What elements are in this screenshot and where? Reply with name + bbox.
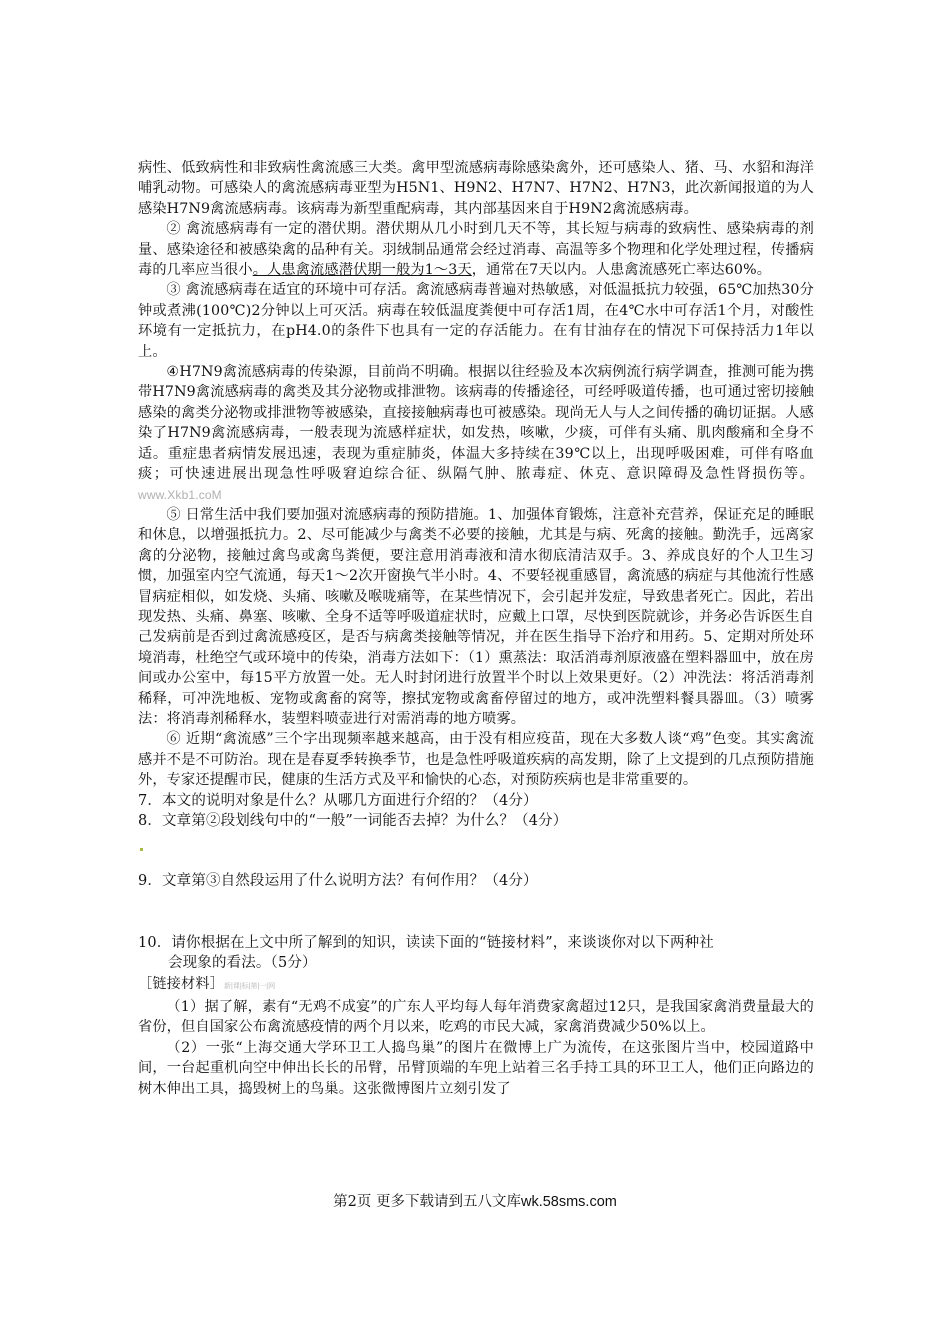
question-10-line-1: 10．请你根据在上文中所了解到的知识，读读下面的“链接材料”，来谈谈你对以下两种社 xyxy=(138,934,714,951)
paragraph-2-text-a: ② 禽流感病毒有一定的潜伏期。潜伏期从几小时到几天不等，其长短与病毒的致病性、感染病毒的剂量、感染途径和被感染禽的品种有关。羽绒制品通常会经过消毒、高温等多个物理和化学处理过程，传播病毒的几率应当很小 xyxy=(138,221,814,279)
watermark-text: www.Xkb1.coM xyxy=(138,487,222,502)
question-9: 9．文章第③自然段运用了什么说明方法？有何作用？（4分） xyxy=(138,873,538,890)
paragraph-4 xyxy=(138,362,814,505)
link-material-1: （1）据了解，素有“无鸡不成宴”的广东人平均每人每年消费家禽超过12只，是我国家禽消费量最大的省份，但自国家公布禽流感疫情的两个月以来，吃鸡的市民大减，家禽消费减少50%以上。 xyxy=(138,999,814,1036)
footer-text: 第2页 更多下载请到五八文库 xyxy=(333,1194,521,1210)
question-7: 7．本文的说明对象是什么？从哪几方面进行介绍的？（4分） xyxy=(138,792,538,809)
document-body xyxy=(138,158,814,1099)
question-8: 8．文章第②段划线句中的“一般”一词能否去掉？为什么？（4分） xyxy=(138,813,568,829)
stray-dot-mark xyxy=(138,831,814,857)
paragraph-intro: 病性、低致病性和非致病性禽流感三大类。禽甲型流感病毒除感染禽外，还可感染人、猪、马、水貂和海洋哺乳动物。可感染人的禽流感病毒亚型为H5N1、H9N2、H7N7、H7N2、H7N3，此次新闻报道的为人感染H7N9禽流感病毒。该病毒为新型重配病毒，其内部基因来自于H9N2禽流感病毒。 xyxy=(138,160,815,217)
link-material-heading xyxy=(138,974,814,997)
paragraph-6: ⑥ 近期“禽流感”三个字出现频率越来越高，由于没有相应疫苗，现在大多数人谈“鸡”色变。其实禽流感并不是不可防治。现在是春夏季转换季节，也是急性呼吸道疾病的高发期，除了上文提到的几点预防措施外，专家还提醒市民，健康的生活方式及平和愉快的心态，对预防疾病也是非常重要的。 xyxy=(138,731,814,789)
paragraph-2 xyxy=(138,219,814,280)
page-footer xyxy=(0,1190,950,1211)
paragraph-5: ⑤ 日常生活中我们要加强对流感病毒的预防措施。1、加强体育锻炼，注意补充营养，保证充足的睡眠和休息，以增强抵抗力。2、尽可能减少与禽类不必要的接触，尤其是与病、死禽的接触。勤洗手，远离家禽的分泌物，接触过禽鸟或禽鸟粪便，要注意用消毒液和清水彻底清洁双手。3、养成良好的个人卫生习惯，加强室内空气流通，每天1～2次开窗换气半小时。4、不要轻视重感冒，禽流感的病症与其他流行性感冒病症相似，如发烧、头痛、咳嗽及喉咙痛等，在某些情况下，会引起并发症，导致患者死亡。因此，若出现发热、头痛、鼻塞、咳嗽、全身不适等呼吸道症状时，应戴上口罩，尽快到医院就诊，并务必告诉医生自己发病前是否到过禽流感疫区，是否与病禽类接触等情况，并在医生指导下治疗和用药。5、定期对所处环境消毒，杜绝空气或环境中的传染，消毒方法如下：（1）熏蒸法：取活消毒剂原液盛在塑料器皿中，放在房间或办公室中，每15平方放置一处。无人时封闭进行放置半个时以上效果更好。（2）冲洗法：将活消毒剂稀释，可冲洗地板、宠物或禽畜的窝等，擦拭宠物或禽畜停留过的地方，或冲洗塑料餐具器皿。（3）喷雾法：将消毒剂稀释水，装塑料喷壶进行对需消毒的地方喷雾。 xyxy=(138,506,814,727)
paragraph-2-underlined-sentence: 。人患禽流感潜伏期一般为1～3天 xyxy=(252,262,472,279)
small-source-mark: 新|课|标|第|一|网 xyxy=(224,982,276,990)
link-material-title: ［链接材料］ xyxy=(138,975,225,992)
paragraph-3: ③ 禽流感病毒在适宜的环境中可存活。禽流感病毒普遍对热敏感，对低温抵抗力较强，65℃加热30分钟或煮沸(100℃)2分钟以上可灭活。病毒在较低温度粪便中可存活1周，在4℃水中可存活1个月，对酸性环境有一定抵抗力，在pH4.0的条件下也具有一定的存活能力。在有甘油存在的情况下可保持活力1年以上。 xyxy=(138,282,814,360)
footer-site-link[interactable]: wk.58sms.com xyxy=(520,1194,617,1210)
paragraph-4-text: ④H7N9禽流感病毒的传染源，目前尚不明确。根据以往经验及本次病例流行病学调查，推测可能为携带H7N9禽流感病毒的禽类及其分泌物或排泄物。该病毒的传播途径，可经呼吸道传播，也可通过密切接触感染的禽类分泌物或排泄物等被感染，直接接触病毒也可被感染。现尚无人与人之间传播的确切证据。人感染了H7N9禽流感病毒，一般表现为流感样症状，如发热，咳嗽，少痰，可伴有头痛、肌肉酸痛和全身不适。重症患者病情发展迅速，表现为重症肺炎，体温大多持续在39℃以上，出现呼吸困难，可伴有咯血痰；可快速进展出现急性呼吸窘迫综合征、纵隔气肿、脓毒症、休克、意识障碍及急性肾损伤等。 xyxy=(138,364,814,483)
link-material-2: （2）一张“上海交通大学环卫工人捣鸟巢”的图片在微博上广为流传，在这张图片当中，校园道路中间，一台起重机向空中伸出长长的吊臂，吊臂顶端的车兜上站着三名手持工具的环卫工人，他们正向路边的树木伸出工具，捣毁树上的鸟巢。这张微博图片立刻引发了 xyxy=(138,1039,814,1097)
question-10 xyxy=(138,933,814,974)
question-10-line-2: 会现象的看法。（5分） xyxy=(168,955,317,972)
paragraph-2-text-b: ，通常在7天以内。人患禽流感死亡率达60%。 xyxy=(471,262,772,279)
